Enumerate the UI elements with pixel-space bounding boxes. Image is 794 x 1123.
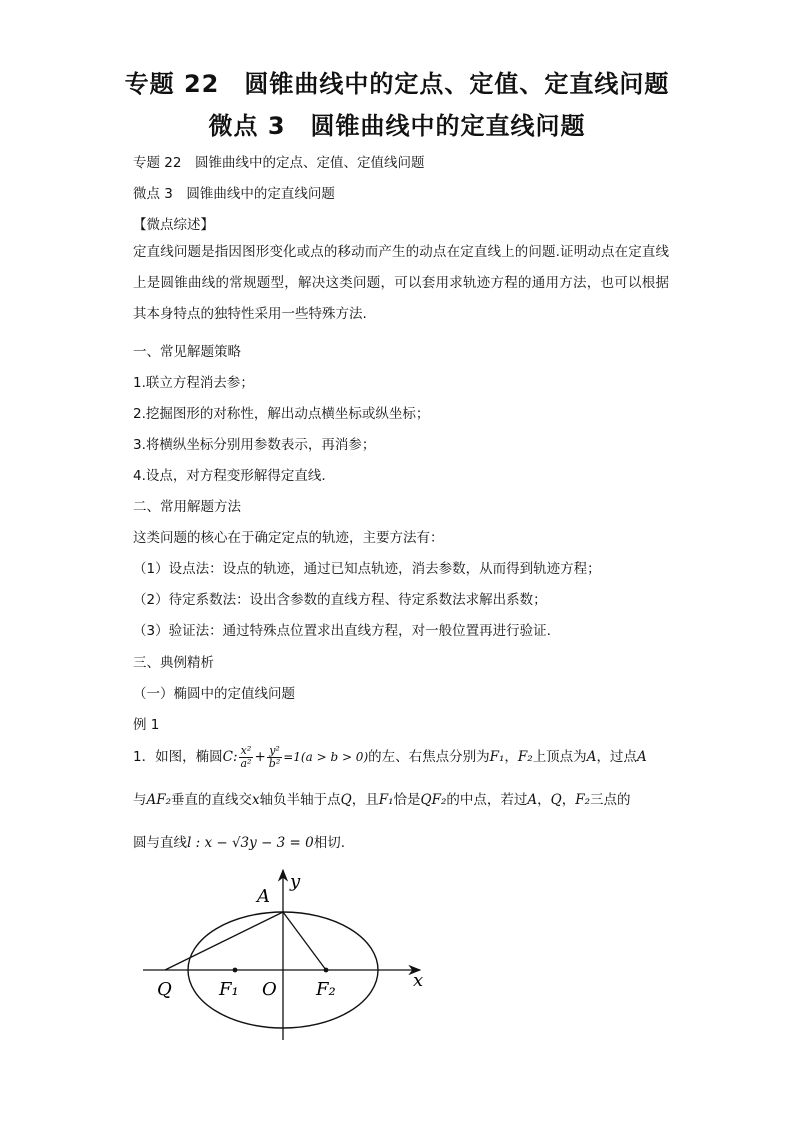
- label-f2: F₂: [316, 979, 336, 1000]
- label-q: Q: [157, 979, 172, 1000]
- problem-text: 圆与直线: [133, 835, 187, 851]
- math-sym: :: [232, 749, 238, 765]
- problem-text: 三点的: [589, 792, 631, 808]
- summary-paragraph: 定直线问题是指因图形变化或点的移动而产生的动点在定直线上的问题.证明动点在定直线上是圆锥曲线的常规题型，解决这类问题，可以套用求轨迹方程的通用方法，也可以根据其本身特点的独特性采用一些特殊方法.: [133, 244, 669, 322]
- problem-text: ，且: [351, 792, 379, 808]
- math-eq: =1(a > b > 0): [283, 750, 369, 764]
- example-label: 例 1: [133, 717, 160, 733]
- problem-text: 1．如图，椭圆: [133, 749, 223, 765]
- problem-text: 与: [133, 792, 147, 808]
- problem-text: ，过点: [596, 749, 637, 765]
- strategy-item: 1.联立方程消去参；: [133, 375, 254, 391]
- problem-text: 上顶点为: [532, 749, 587, 765]
- strategy-item: 3.将横纵坐标分别用参数表示，再消参；: [133, 437, 376, 453]
- math-var: A: [527, 792, 538, 808]
- heading-strategies: 一、常见解题策略: [133, 344, 241, 360]
- methods-intro: 这类问题的核心在于确定定点的轨迹，主要方法有：: [133, 530, 444, 546]
- label-y: y: [290, 871, 301, 892]
- label-a: A: [257, 886, 270, 907]
- page-title: 专题 22 圆锥曲线中的定点、定值、定直线问题: [124, 70, 670, 98]
- math-var: A: [636, 749, 647, 765]
- heading-examples: 三、典例精析: [133, 655, 214, 671]
- math-var: F₂: [517, 749, 533, 765]
- fraction-den: a²: [240, 756, 252, 770]
- segment-af2: [283, 912, 326, 970]
- math-var: F₂: [575, 792, 590, 808]
- example-subheading: （一）椭圆中的定值线问题: [133, 686, 295, 702]
- problem-text: ，: [504, 749, 518, 765]
- fraction-num: y²: [267, 745, 282, 758]
- math-var: AF₂: [146, 792, 172, 808]
- problem-text: 恰是: [393, 792, 421, 808]
- strategy-item: 4.设点，对方程变形解得定直线.: [133, 468, 326, 484]
- problem-text: ，: [561, 792, 576, 808]
- point-f2: [324, 968, 329, 973]
- label-f1: F₁: [219, 979, 239, 1000]
- topic-line: 专题 22 圆锥曲线中的定点、定值、定值线问题: [133, 155, 425, 171]
- strategy-item: 2.挖掘图形的对称性，解出动点横坐标或纵坐标；: [133, 406, 430, 422]
- method-item: （2）待定系数法：设出含参数的直线方程、待定系数法求解出系数；: [133, 592, 547, 608]
- math-sym: +: [254, 749, 266, 765]
- problem-text: 的左、右焦点分别为: [368, 749, 490, 765]
- micro-point-line: 微点 3 圆锥曲线中的定直线问题: [133, 186, 335, 202]
- summary-heading: 【微点综述】: [133, 217, 214, 233]
- label-o: O: [262, 979, 277, 1000]
- math-var: A: [586, 749, 597, 765]
- problem-text: ，: [537, 792, 551, 808]
- math-var: F₁: [378, 792, 394, 808]
- heading-methods: 二、常用解题方法: [133, 499, 241, 515]
- math-var: C: [222, 749, 233, 765]
- problem-text: 的中点，若过: [446, 792, 528, 808]
- math-var: Q: [340, 792, 352, 808]
- method-item: （1）设点法：设点的轨迹，通过已知点轨迹，消去参数，从而得到轨迹方程；: [133, 561, 601, 577]
- math-var: F₁: [489, 749, 505, 765]
- problem-text: 轴负半轴于点: [259, 792, 341, 808]
- method-item: （3）验证法：通过特殊点位置求出直线方程，对一般位置再进行验证.: [133, 623, 551, 639]
- problem-text: 垂直的直线交: [171, 792, 253, 808]
- fraction-den: b²: [268, 756, 281, 770]
- label-x: x: [413, 970, 424, 991]
- math-eq: l : x − √3y − 3 = 0: [187, 835, 314, 851]
- math-var: x: [252, 792, 260, 808]
- problem-text: 相切.: [313, 835, 346, 851]
- segment-aq: [165, 912, 283, 970]
- page-subtitle: 微点 3 圆锥曲线中的定直线问题: [208, 112, 586, 140]
- fraction-num: x²: [239, 745, 254, 758]
- math-var: Q: [550, 792, 562, 808]
- math-var: QF₂: [420, 792, 447, 808]
- point-f1: [233, 968, 238, 973]
